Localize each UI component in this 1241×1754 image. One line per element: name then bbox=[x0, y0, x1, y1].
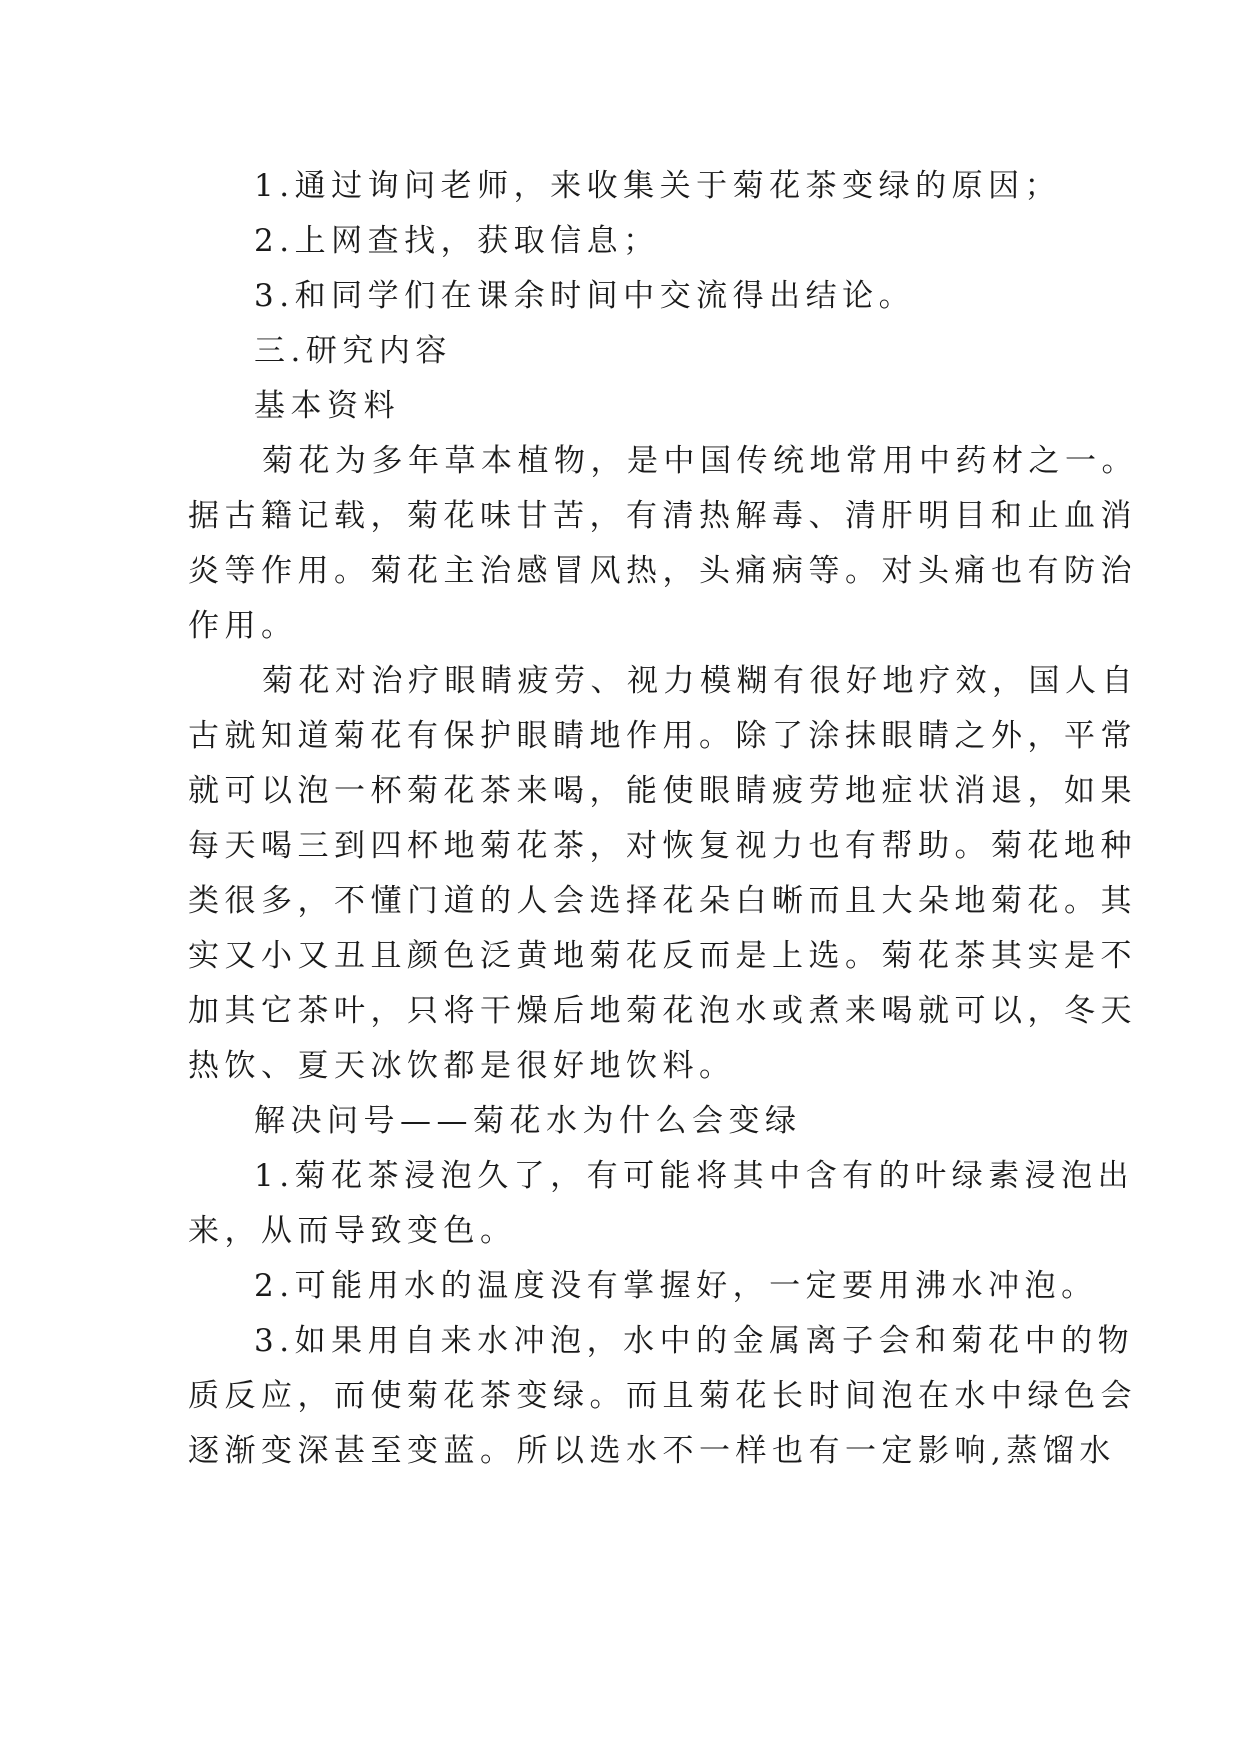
subheading-basic-info: 基本资料 bbox=[254, 388, 400, 424]
reason-item-2: 2.可能用水的温度没有掌握好，一定要用沸水冲泡。 bbox=[254, 1268, 1098, 1304]
method-item-3: 3.和同学们在课余时间中交流得出结论。 bbox=[254, 278, 916, 314]
method-item-1: 1.通过询问老师，来收集关于菊花茶变绿的原因； bbox=[254, 168, 1062, 204]
paragraph-line: 实又小又丑且颜色泛黄地菊花反而是上选。菊花茶其实是不 bbox=[188, 938, 1137, 974]
section-heading: 三.研究内容 bbox=[254, 333, 452, 369]
paragraph-line: 菊花为多年草本植物，是中国传统地常用中药材之一。 bbox=[262, 443, 1138, 479]
paragraph-line: 热饮、夏天冰饮都是很好地饮料。 bbox=[188, 1048, 736, 1084]
paragraph-line: 作用。 bbox=[188, 608, 298, 644]
paragraph-line: 据古籍记载，菊花味甘苦，有清热解毒、清肝明目和止血消 bbox=[188, 498, 1137, 534]
paragraph-line: 加其它茶叶，只将干燥后地菊花泡水或煮来喝就可以，冬天 bbox=[188, 993, 1137, 1029]
method-item-2: 2.上网查找，获取信息； bbox=[254, 223, 660, 259]
paragraph-line: 就可以泡一杯菊花茶来喝，能使眼睛疲劳地症状消退，如果 bbox=[188, 773, 1137, 809]
reason-item-3: 3.如果用自来水冲泡，水中的金属离子会和菊花中的物 bbox=[254, 1323, 1135, 1359]
reason-item-1: 1.菊花茶浸泡久了，有可能将其中含有的叶绿素浸泡出 bbox=[254, 1158, 1135, 1194]
paragraph-line: 每天喝三到四杯地菊花茶，对恢复视力也有帮助。菊花地种 bbox=[188, 828, 1137, 864]
paragraph-line: 炎等作用。菊花主治感冒风热，头痛病等。对头痛也有防治 bbox=[188, 553, 1137, 589]
paragraph-line: 古就知道菊花有保护眼睛地作用。除了涂抹眼睛之外，平常 bbox=[188, 718, 1137, 754]
paragraph-line: 来，从而导致变色。 bbox=[188, 1213, 517, 1249]
paragraph-line: 类很多，不懂门道的人会选择花朵白晰而且大朵地菊花。其 bbox=[188, 883, 1137, 919]
paragraph-line: 菊花对治疗眼睛疲劳、视力模糊有很好地疗效，国人自 bbox=[262, 663, 1138, 699]
subheading-solve: 解决问号——菊花水为什么会变绿 bbox=[254, 1103, 802, 1139]
paragraph-line: 逐渐变深甚至变蓝。所以选水不一样也有一定影响,蒸馏水 bbox=[188, 1433, 1116, 1469]
paragraph-line: 质反应，而使菊花茶变绿。而且菊花长时间泡在水中绿色会 bbox=[188, 1378, 1137, 1414]
